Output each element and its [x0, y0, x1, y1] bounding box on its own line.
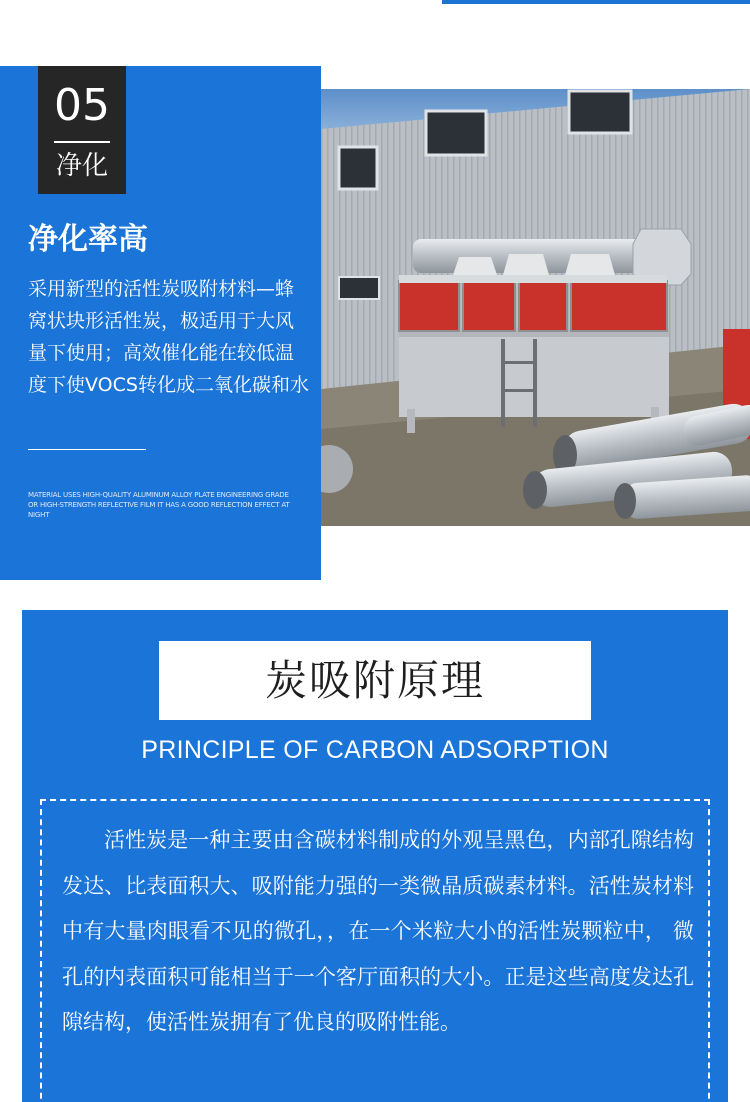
principle-title: 炭吸附原理: [264, 656, 485, 705]
feature-english-text: MATERIAL USES HIGH-QUALITY ALUMINUM ALLOY PLATE ENGINEERING GRADE OR HIGH-STRENGTH REFLECTIVE FILM IT HAS A GOOD REFLECTION EFFECT AT NIGHT: [28, 491, 290, 519]
principle-body-text: 活性炭是一种主要由含碳材料制成的外观呈黑色，内部孔隙结构发达、比表面积大、吸附能力强的一类微晶质碳素材料。活性炭材料中有大量肉眼看不见的微孔，，在一个米粒大小的活性炭颗粒中， 微孔的内表面积可能相当于一个客厅面积的大小。正是这些高度发达孔隙结构，使活性炭拥有了优良的吸附性能。: [62, 828, 694, 1034]
feature-description: 采用新型的活性炭吸附材料—蜂窝状块形活性炭，极适用于大风量下使用；高效催化能在较低温度下使VOCS转化成二氧化碳和水: [28, 278, 309, 396]
equipment-photo: [321, 89, 750, 526]
badge-divider: [54, 141, 110, 143]
top-accent-bar: [442, 0, 750, 4]
feature-number: 05: [54, 80, 110, 131]
principle-subtitle-en: PRINCIPLE OF CARBON ADSORPTION: [141, 736, 609, 764]
principle-panel: [22, 610, 728, 1102]
feature-title: 净化率高: [28, 222, 148, 257]
principle-dashed-box: [40, 799, 710, 1102]
number-badge: [38, 66, 126, 194]
principle-title-box: [159, 641, 591, 720]
feature-number-label: 净化: [55, 151, 108, 181]
equipment-photo-illustration: [321, 89, 750, 526]
feature-panel: [0, 66, 321, 580]
feature-divider: [28, 449, 146, 450]
